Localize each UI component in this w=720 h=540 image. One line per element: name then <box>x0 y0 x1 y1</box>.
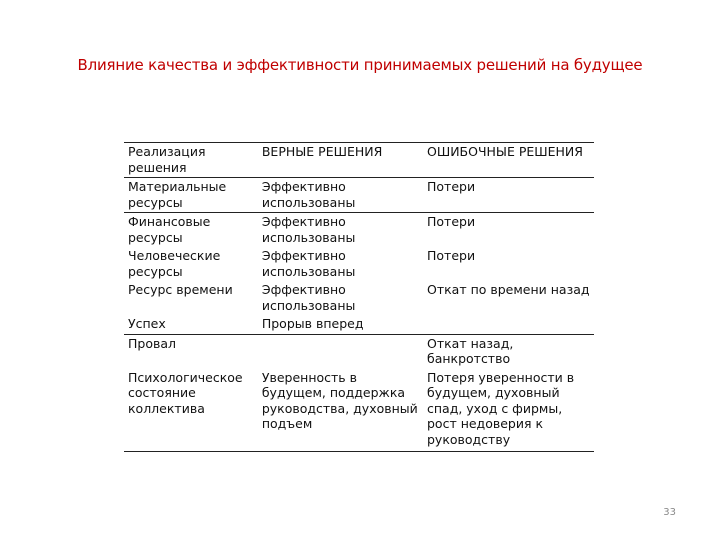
table-cell: Эффективно использованы <box>261 214 356 245</box>
table-header-row <box>124 143 594 178</box>
table-cell: Откат по времени назад <box>426 282 590 297</box>
table-row <box>124 281 594 315</box>
header-cell: ВЕРНЫЕ РЕШЕНИЯ <box>258 143 423 178</box>
decisions-table <box>124 142 594 452</box>
table-row <box>124 334 594 369</box>
table-cell: Потеря уверенности в будущем, духовный спад, уход с фирмы, рост недоверия к руководству <box>423 369 594 452</box>
table-cell: Ресурс времени <box>128 282 233 297</box>
table-row <box>124 178 594 213</box>
table-cell: Эффективно использованы <box>261 282 356 313</box>
slide-title: Влияние качества и эффективности принимаемых решений на будущее <box>77 56 643 74</box>
table-cell <box>258 334 423 369</box>
table-row <box>124 247 594 281</box>
table-cell: Финансовые ресурсы <box>128 214 211 245</box>
table-cell: Прорыв вперед <box>258 315 423 334</box>
table-cell: Потери <box>423 178 594 213</box>
table-cell: Человеческие ресурсы <box>128 248 221 279</box>
header-cell: ОШИБОЧНЫЕ РЕШЕНИЯ <box>423 143 594 178</box>
table-cell: Потери <box>426 248 476 263</box>
table-cell: Эффективно использованы <box>261 248 356 279</box>
table-cell <box>423 315 594 334</box>
table-cell: Эффективно использованы <box>258 178 423 213</box>
header-cell: Реализация решения <box>124 143 258 178</box>
table-cell: Откат назад, банкротство <box>426 335 514 366</box>
table-cell: Уверенность в будущем, поддержка руководства, духовный подъем <box>258 369 423 452</box>
table-row <box>124 315 594 334</box>
table-cell: Провал <box>128 335 176 351</box>
table-cell: Психологическое состояние коллектива <box>124 369 258 452</box>
page-number: 33 <box>663 507 676 518</box>
table-row <box>124 369 594 452</box>
table-cell: Потери <box>426 214 476 229</box>
table-cell: Материальные ресурсы <box>124 178 258 213</box>
table-cell: Успех <box>124 315 258 334</box>
table-row <box>124 213 594 248</box>
